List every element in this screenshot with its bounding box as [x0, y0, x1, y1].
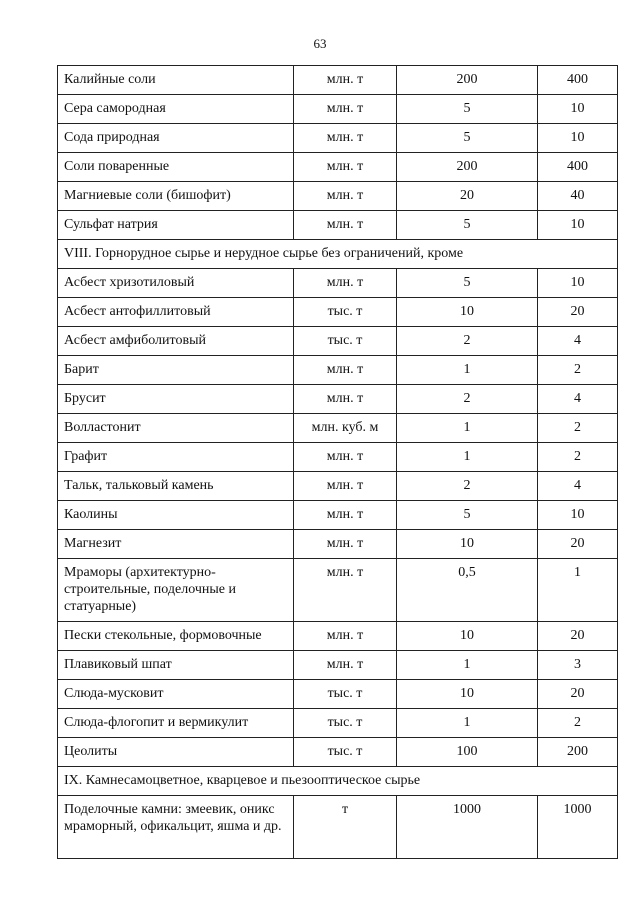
threshold-value-1-cell: 10 [397, 680, 538, 709]
unit-cell: млн. т [294, 622, 397, 651]
threshold-value-2-cell: 10 [538, 211, 618, 240]
threshold-value-1-cell: 100 [397, 738, 538, 767]
section-header-row [58, 767, 618, 796]
resource-name-cell: Тальк, тальковый камень [58, 472, 294, 501]
table-row [58, 680, 618, 709]
resource-name-cell: Магнезит [58, 530, 294, 559]
threshold-value-2-cell: 400 [538, 153, 618, 182]
table-row [58, 443, 618, 472]
threshold-value-1-cell: 2 [397, 472, 538, 501]
page-number: 63 [313, 36, 327, 51]
resource-name-cell: Графит [58, 443, 294, 472]
unit-cell: млн. т [294, 269, 397, 298]
threshold-value-2-cell: 2 [538, 414, 618, 443]
table-row [58, 709, 618, 738]
resource-name-cell: Магниевые соли (бишофит) [58, 182, 294, 211]
resource-name-cell: Плавиковый шпат [58, 651, 294, 680]
unit-cell: млн. т [294, 530, 397, 559]
threshold-value-2-cell: 4 [538, 385, 618, 414]
table-body [58, 66, 618, 859]
resource-name-cell: Сера самородная [58, 95, 294, 124]
table-row [58, 211, 618, 240]
threshold-value-1-cell: 5 [397, 501, 538, 530]
table-row [58, 153, 618, 182]
resource-name-cell: Асбест амфиболитовый [58, 327, 294, 356]
threshold-value-1-cell: 5 [397, 124, 538, 153]
threshold-value-1-cell: 10 [397, 298, 538, 327]
threshold-value-1-cell: 5 [397, 95, 538, 124]
section-title: VIII. Горнорудное сырье и нерудное сырье без ограничений, кроме [58, 240, 618, 269]
table-row [58, 414, 618, 443]
threshold-value-2-cell: 20 [538, 622, 618, 651]
threshold-value-2-cell: 40 [538, 182, 618, 211]
resource-name-cell: Асбест хризотиловый [58, 269, 294, 298]
unit-cell: млн. т [294, 651, 397, 680]
threshold-value-2-cell: 1000 [538, 796, 618, 859]
threshold-value-2-cell: 4 [538, 327, 618, 356]
resource-name-cell: Поделочные камни: змеевик, оникс мраморный, офикальцит, яшма и др. [58, 796, 294, 859]
limits-table [57, 65, 618, 859]
table-row [58, 385, 618, 414]
unit-cell: млн. т [294, 356, 397, 385]
table-row [58, 327, 618, 356]
unit-cell: млн. т [294, 559, 397, 622]
threshold-value-1-cell: 1 [397, 414, 538, 443]
threshold-value-2-cell: 2 [538, 443, 618, 472]
resource-name-cell: Цеолиты [58, 738, 294, 767]
threshold-value-1-cell: 200 [397, 66, 538, 95]
threshold-value-1-cell: 20 [397, 182, 538, 211]
threshold-value-2-cell: 10 [538, 124, 618, 153]
threshold-value-1-cell: 2 [397, 327, 538, 356]
unit-cell: млн. т [294, 153, 397, 182]
threshold-value-1-cell: 1000 [397, 796, 538, 859]
threshold-value-2-cell: 400 [538, 66, 618, 95]
unit-cell: т [294, 796, 397, 859]
resource-name-cell: Каолины [58, 501, 294, 530]
table-row [58, 472, 618, 501]
resource-name-cell: Сода природная [58, 124, 294, 153]
table-row [58, 298, 618, 327]
resource-name-cell: Слюда-мусковит [58, 680, 294, 709]
threshold-value-2-cell: 20 [538, 530, 618, 559]
resource-name-cell: Сульфат натрия [58, 211, 294, 240]
threshold-value-2-cell: 10 [538, 95, 618, 124]
unit-cell: млн. т [294, 443, 397, 472]
resource-name-cell: Мраморы (архитектурно-строительные, поделочные и статуарные) [58, 559, 294, 622]
table-row [58, 559, 618, 622]
table-row [58, 651, 618, 680]
table-row [58, 796, 618, 859]
table-row [58, 66, 618, 95]
table-row [58, 269, 618, 298]
table-row [58, 356, 618, 385]
threshold-value-2-cell: 3 [538, 651, 618, 680]
unit-cell: млн. т [294, 124, 397, 153]
threshold-value-2-cell: 2 [538, 709, 618, 738]
threshold-value-1-cell: 5 [397, 211, 538, 240]
threshold-value-2-cell: 2 [538, 356, 618, 385]
threshold-value-1-cell: 5 [397, 269, 538, 298]
table-row [58, 182, 618, 211]
unit-cell: млн. т [294, 385, 397, 414]
threshold-value-2-cell: 1 [538, 559, 618, 622]
resource-name-cell: Барит [58, 356, 294, 385]
threshold-value-2-cell: 10 [538, 501, 618, 530]
threshold-value-1-cell: 1 [397, 709, 538, 738]
threshold-value-1-cell: 2 [397, 385, 538, 414]
unit-cell: млн. т [294, 211, 397, 240]
threshold-value-2-cell: 200 [538, 738, 618, 767]
threshold-value-2-cell: 10 [538, 269, 618, 298]
table-row [58, 124, 618, 153]
resource-name-cell: Калийные соли [58, 66, 294, 95]
threshold-value-1-cell: 1 [397, 443, 538, 472]
table-row [58, 95, 618, 124]
unit-cell: млн. т [294, 501, 397, 530]
unit-cell: млн. т [294, 472, 397, 501]
unit-cell: тыс. т [294, 680, 397, 709]
table-row [58, 501, 618, 530]
unit-cell: млн. т [294, 182, 397, 211]
threshold-value-1-cell: 200 [397, 153, 538, 182]
unit-cell: тыс. т [294, 298, 397, 327]
threshold-value-2-cell: 4 [538, 472, 618, 501]
unit-cell: млн. т [294, 95, 397, 124]
section-title: IX. Камнесамоцветное, кварцевое и пьезооптическое сырье [58, 767, 618, 796]
unit-cell: млн. т [294, 66, 397, 95]
resource-name-cell: Волластонит [58, 414, 294, 443]
section-header-row [58, 240, 618, 269]
threshold-value-2-cell: 20 [538, 298, 618, 327]
threshold-value-1-cell: 1 [397, 356, 538, 385]
resource-name-cell: Слюда-флогопит и вермикулит [58, 709, 294, 738]
table-row [58, 530, 618, 559]
unit-cell: млн. куб. м [294, 414, 397, 443]
threshold-value-1-cell: 1 [397, 651, 538, 680]
unit-cell: тыс. т [294, 738, 397, 767]
threshold-value-2-cell: 20 [538, 680, 618, 709]
resource-name-cell: Асбест антофиллитовый [58, 298, 294, 327]
threshold-value-1-cell: 0,5 [397, 559, 538, 622]
threshold-value-1-cell: 10 [397, 530, 538, 559]
resource-name-cell: Пески стекольные, формовочные [58, 622, 294, 651]
table-row [58, 738, 618, 767]
resource-name-cell: Брусит [58, 385, 294, 414]
unit-cell: тыс. т [294, 327, 397, 356]
unit-cell: тыс. т [294, 709, 397, 738]
table-row [58, 622, 618, 651]
resource-name-cell: Соли поваренные [58, 153, 294, 182]
threshold-value-1-cell: 10 [397, 622, 538, 651]
